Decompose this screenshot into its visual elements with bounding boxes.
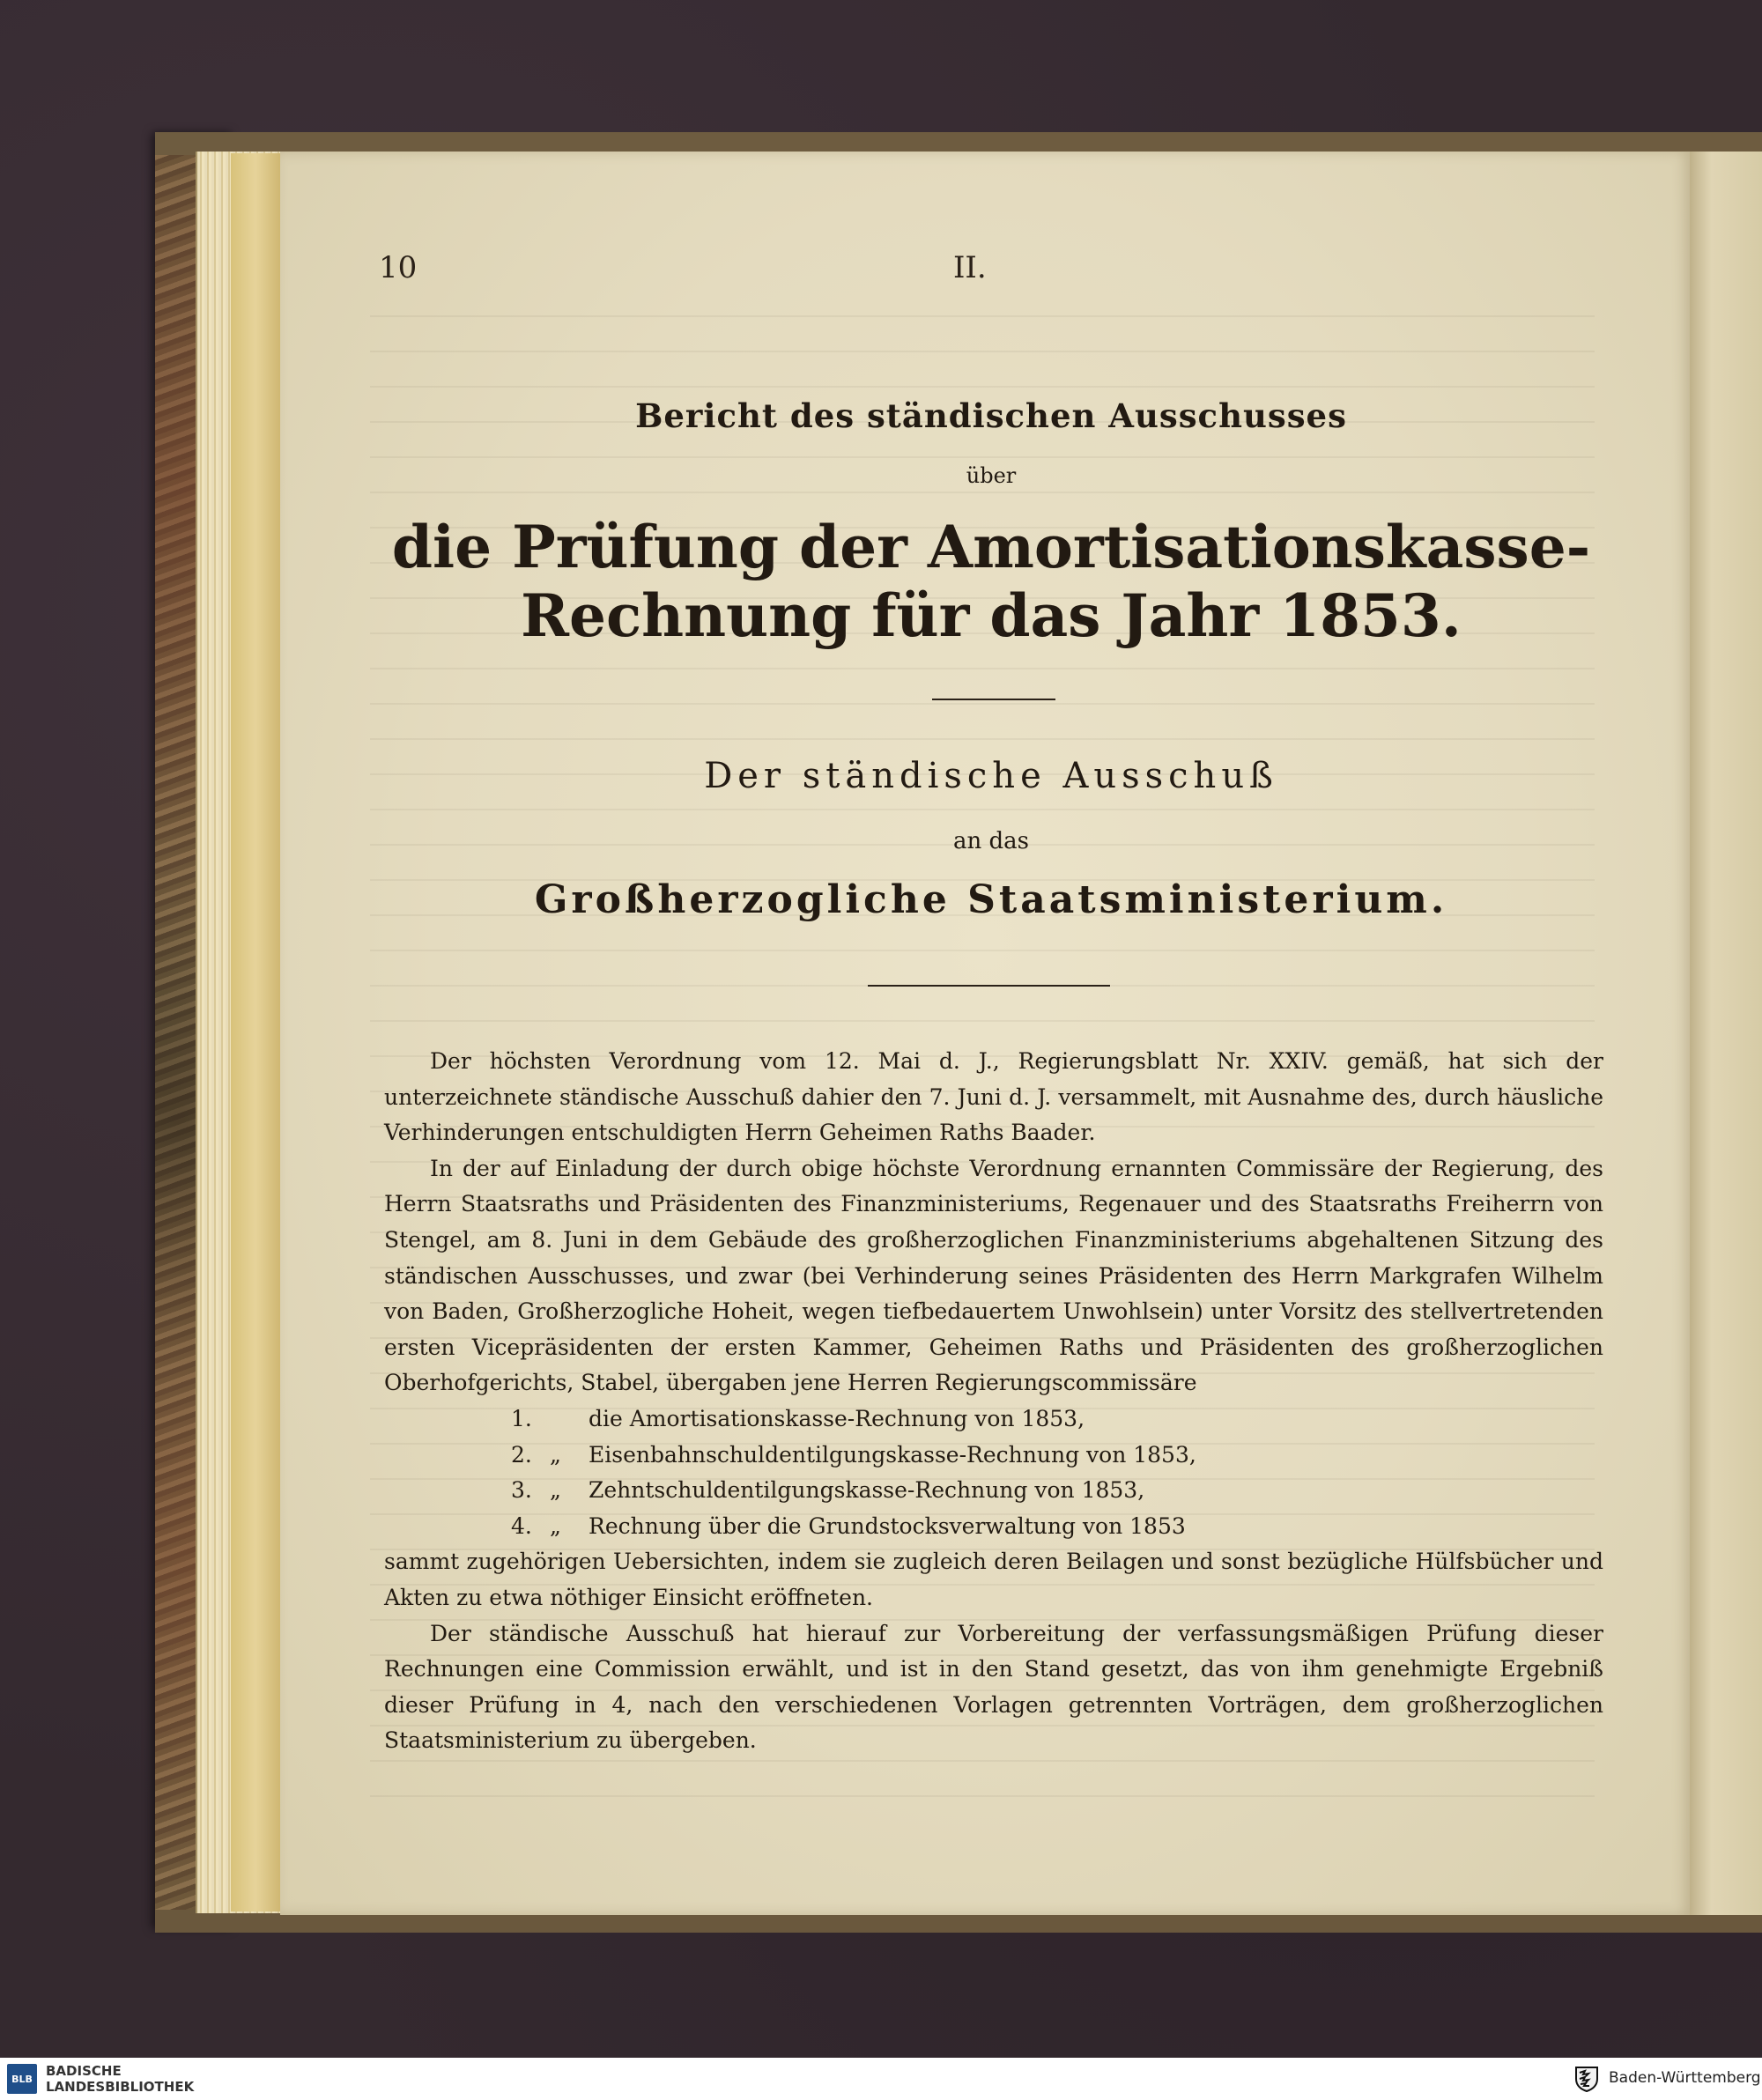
report-title: die Prüfung der Amortisationskasse-Rechnung für das Jahr 1853. bbox=[391, 513, 1591, 650]
list-item bbox=[511, 1509, 1603, 1545]
ditto-mark: „ bbox=[550, 1477, 561, 1504]
page-gilt-edge bbox=[231, 153, 280, 1911]
list-item bbox=[511, 1401, 1603, 1438]
state-name[interactable]: Baden-Württemberg bbox=[1609, 2069, 1761, 2087]
list-text: Eisenbahnschuldentilgungskasse-Rechnung von 1853, bbox=[589, 1441, 1196, 1468]
library-name-line1: BADISCHE bbox=[46, 2063, 122, 2079]
paragraph: Der höchsten Verordnung vom 12. Mai d. J., Regierungsblatt Nr. XXIV. gemäß, hat sich der unterzeichnete ständische Ausschuß dahier den 7. Juni d. J. versammelt, mit Ausnahme des, durch häusliche Verhinderungen entschuldigten Herrn Geheimen Raths Baader. bbox=[384, 1048, 1603, 1146]
paragraph: sammt zugehörigen Uebersichten, indem sie zugleich deren Beilagen und sonst bezügliche Hülfsbücher und Akten zu etwa nöthiger Einsicht eröffneten. bbox=[384, 1549, 1603, 1610]
list-text: Rechnung über die Grundstocksverwaltung von 1853 bbox=[589, 1512, 1186, 1539]
address-prefix: an das bbox=[953, 828, 1029, 854]
divider-rule bbox=[932, 699, 1055, 700]
library-name[interactable] bbox=[46, 2063, 194, 2095]
submitted-accounts-list bbox=[511, 1401, 1603, 1544]
ditto-mark: „ bbox=[550, 1512, 561, 1539]
list-number: 3. bbox=[511, 1477, 532, 1504]
list-item bbox=[511, 1438, 1603, 1474]
paragraph: Der ständische Ausschuß hat hierauf zur Vorbereitung der verfassungsmäßigen Prüfung dieser Rechnungen eine Commission erwählt, und ist in den Stand gesetzt, das von ihm genehmigte Ergebniß dieser Prüfung in 4, nach den verschiedenen Vorlagen getrennten Vorträgen, dem großherzoglichen Staatsministerium zu übergeben. bbox=[384, 1620, 1603, 1754]
paragraph: In der auf Einladung der durch obige höchste Verordnung ernannten Commissäre der Regierung, des Herrn Staatsraths und Präsidenten des Finanzministeriums, Regenauer und des Staatsraths Freiherrn von Stengel, am 8. Juni in dem Gebäude des großherzoglichen Finanzministeriums abgehaltenen Sitzung des ständischen Ausschusses, und zwar (bei Verhinderung seines Präsidenten des Herrn Markgrafen Wilhelm von Baden, Großherzogliche Hoheit, wegen tiefbedauertem Unwohlsein) unter Vorsitz des stellvertretenden ersten Vicepräsidenten der ersten Kammer, Geheimen Raths und Präsidenten des großherzoglichen Oberhofgerichts, Stabel, übergaben jene Herren Regierungscommissäre bbox=[384, 1155, 1603, 1396]
facing-page-edge bbox=[1690, 152, 1762, 1915]
section-number: II. bbox=[953, 250, 987, 285]
ditto-mark: „ bbox=[550, 1441, 561, 1468]
list-number: 4. bbox=[511, 1512, 532, 1539]
state-coat-of-arms-icon bbox=[1573, 2065, 1600, 2093]
list-number: 2. bbox=[511, 1441, 532, 1468]
list-text: die Amortisationskasse-Rechnung von 1853, bbox=[589, 1405, 1085, 1431]
report-heading: Bericht des ständischen Ausschusses bbox=[635, 396, 1347, 435]
ditto-mark bbox=[550, 1401, 589, 1438]
recipient-line: Großherzogliche Staatsministerium. bbox=[534, 877, 1448, 922]
blb-logo[interactable]: BLB bbox=[7, 2064, 37, 2094]
sender-line: Der ständische Ausschuß bbox=[704, 756, 1278, 796]
page-number: 10 bbox=[379, 250, 418, 285]
list-text: Zehntschuldentilgungskasse-Rechnung von 1853, bbox=[589, 1477, 1145, 1504]
list-number: 1. bbox=[511, 1405, 532, 1431]
divider-rule bbox=[868, 985, 1110, 987]
library-name-line2: LANDESBIBLIOTHEK bbox=[46, 2079, 195, 2095]
report-heading-connector: über bbox=[966, 463, 1017, 488]
viewer-footer bbox=[0, 2058, 1762, 2100]
list-item bbox=[511, 1473, 1603, 1509]
body-text bbox=[384, 1044, 1603, 1759]
